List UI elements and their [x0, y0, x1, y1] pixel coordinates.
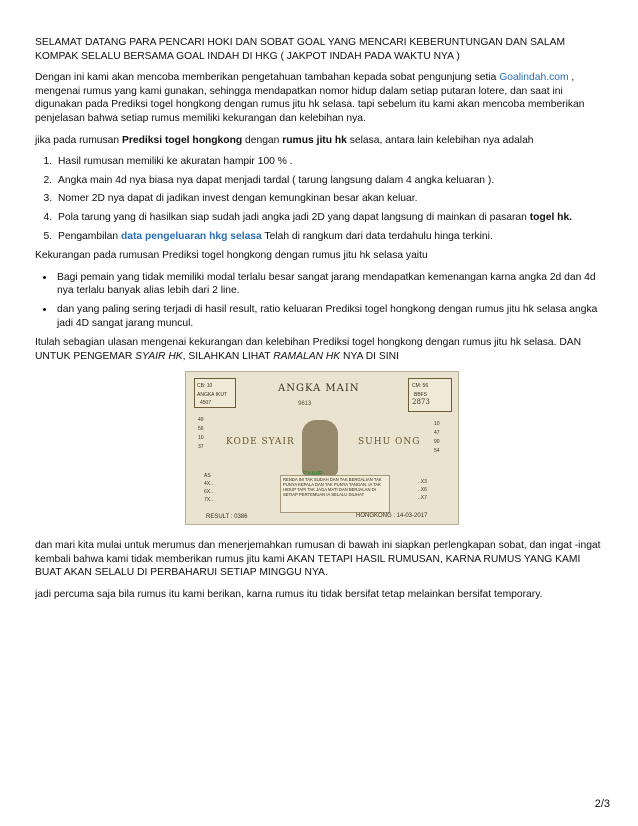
- article-body: [35, 36, 607, 610]
- paragraph-2: jika pada rumusan Prediksi togel hongkong dengan rumus jitu hk selasa, antara lain kelebihan nya adalah: [35, 134, 534, 146]
- list-item: 5. Pengambilan data pengeluaran hkg selasa Telah di rangkum dari data terdahulu hinga terkini.: [55, 230, 607, 244]
- syair-image: CB: 10 ANGKA IKUT 4507 CM: 56 BBFS 2873 ANGKA MAIN 9613 49 56 10 37 10 47 90 54 KODE SYAIR SUHU ONG AS 4X.. 6X.. 7X.. ..X3 ..X6 ..X7 RENDA INI TAK SUDAH DAN TAK BERGALIAN TAK PUNYA KEPALA DAN TAK PUNYA TANGAN. IA TAK HIDUP TAPI TAK JAGA MATI DAN BERJALAN DI SETIAP PERTEMUAN IA SELALU DILIHAT RESULT : 0386 HONGKONG : 14-03-2017: [185, 371, 459, 525]
- colok-numbers: AS 4X.. 6X.. 7X..: [204, 473, 213, 504]
- syair-poem: RENDA INI TAK SUDAH DAN TAK BERGALIAN TAK PUNYA KEPALA DAN TAK PUNYA TANGAN. IA TAK HIDUP TAPI TAK JAGA MATI DAN BERJALAN DI SETIAP PERTEMUAN IA SELALU DILIHAT: [280, 475, 390, 513]
- paragraph-6: jadi percuma saja bila rumus itu kami berikan, karna rumus itu tidak bersifat tetap melainkan bersifat temporary.: [35, 589, 543, 601]
- paragraph-5: dan mari kita mulai untuk merumus dan menerjemahkan rumusan di bawah ini siapkan perlengkapan sobat, dan ingat -ingat kembali bahwa kami tidak memberikan rumus jitu kami AKAN TETAPI HASIL RUMUSAN, KARNA RUMUS YANG KAMI BUAT AKAN SELALU DI PERBAHARUI SETIAP MINGGU NYA.: [35, 540, 601, 579]
- disadvantages-list: [35, 271, 607, 330]
- right-numbers: 10 47 90 54: [434, 421, 440, 455]
- left-numbers: 49 56 10 37: [198, 417, 204, 451]
- list-item: 2. Angka main 4d nya biasa nya dapat menjadi tardal ( tarung langsung dalam 4 angka keluaran ).: [55, 174, 607, 188]
- paragraph-3: Kekurangan pada rumusan Prediksi togel hongkong dengan rumus jitu hk selasa yaitu: [35, 250, 428, 262]
- paragraph-1: Dengan ini kami akan mencoba memberikan pengetahuan tambahan kepada sobat pengunjung setia Goalindah.com , mengenai rumus yang kami gunakan, sehingga mendapatkan nomor hidup dalam setiap putaran lotere, dan saat ini digunakan pada Prediksi togel hongkong dengan rumus jitu hk selasa. tapi sebelum itu kami akan mencoba memberikan penjelasan bahwa setiap rumus memiliki kekurangan dan kelebihan nya.: [35, 72, 585, 124]
- list-item: 4. Pola tarung yang di hasilkan siap sudah jadi angka jadi 2D yang dapat langsung di mainkan di pasaran togel hk.: [55, 211, 607, 225]
- goalindah-link[interactable]: Goalindah.com: [499, 72, 569, 84]
- list-item: • dan yang paling sering terjadi di hasil result, ratio keluaran Prediksi togel hongkong dengan rumus jitu hk selasa angka jadi 4D sangat jarang muncul.: [55, 303, 607, 330]
- page-number: 2/3: [594, 798, 610, 810]
- ekor-numbers: ..X3 ..X6 ..X7: [418, 479, 427, 502]
- list-item: 3. Nomer 2D nya dapat di jadikan invest dengan kemungkinan besar akan keluar.: [55, 192, 607, 206]
- list-item: • Bagi pemain yang tidak memiliki modal terlalu besar sangat jarang mendapatkan kemenangan karna angka 2d dan 4d nya terlalu banyak alias lebih dari 2 line.: [55, 271, 607, 298]
- paragraph-4: Itulah sebagian ulasan mengenai kekurangan dan kelebihan Prediksi togel hongkong dengan rumus jitu hk selasa. DAN UNTUK PENGEMAR SYAIR HK, SILAHKAN LIHAT RAMALAN HK NYA DI SINI: [35, 337, 582, 362]
- data-pengeluaran-link[interactable]: data pengeluaran hkg selasa: [120, 230, 262, 242]
- intro-paragraph: SELAMAT DATANG PARA PENCARI HOKI DAN SOBAT GOAL YANG MENCARI KEBERUNTUNGAN DAN SALAM KOMPAK SELALU BERSAMA GOAL INDAH DI HKG ( JAKPOT INDAH PADA WAKTU NYA ): [35, 37, 566, 62]
- list-item: 1. Hasil rumusan memiliki ke akuratan hampir 100 % .: [55, 155, 607, 169]
- angka-main-label: ANGKA MAIN: [278, 383, 360, 395]
- advantages-list: [35, 155, 607, 243]
